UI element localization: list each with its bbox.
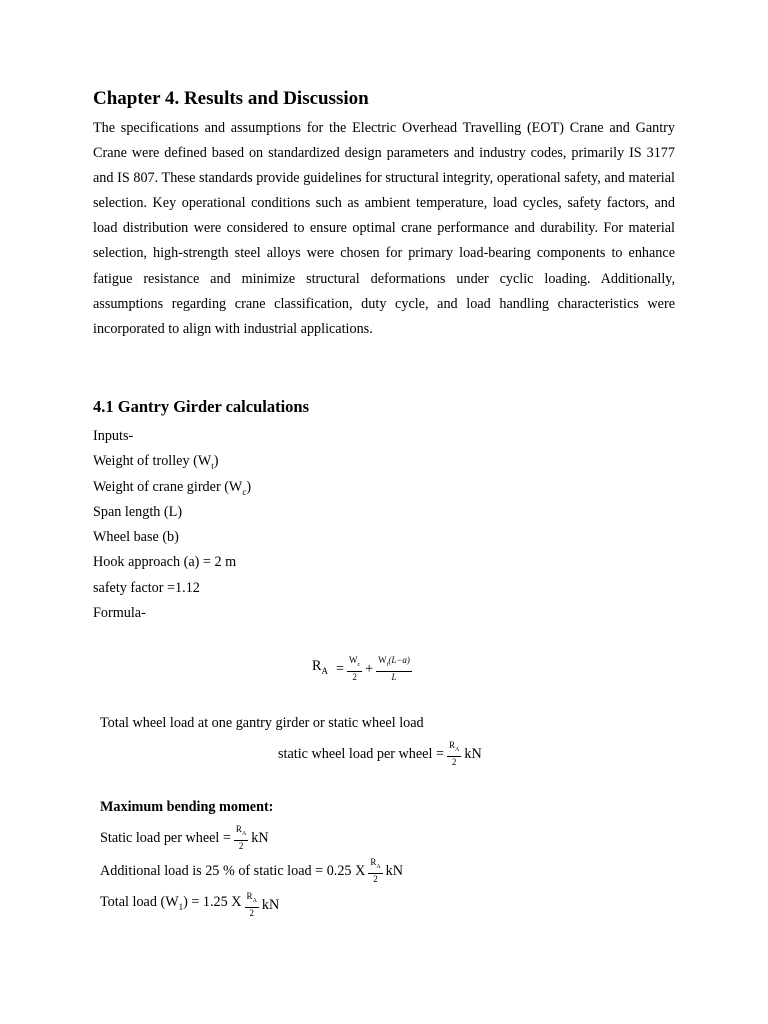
total-load-prefix: [100, 892, 242, 917]
term1-num-sub: c: [357, 661, 361, 668]
section-title: 4.1 Gantry Girder calculations: [93, 397, 310, 416]
input-wheel-base: Wheel base (b): [93, 529, 179, 545]
static-load-per-wheel: [100, 824, 269, 852]
static-per-wheel-fraction: [447, 740, 461, 768]
intro-paragraph: The specifications and assumptions for the Electric Overhead Travelling (EOT) Crane and Gantry Crane were defined based on standardized design parameters and industry codes, primarily IS 3177 and IS 807. These standards provide guidelines for structural integrity, operational safety, and material selection. Key operational conditions such as ambient temperature, load cycles, safety factors, and load distribution were considered to ensure optimal crane performance and durability. For material selection, high-strength steel alloys were chosen for primary load-bearing components to enhance fatigue resistance and minimize structural deformations under cyclic loading. Additionally, assumptions regarding crane classification, duty cycle, and load handling characteristics were incorporated to align with industrial applications.: [93, 120, 675, 337]
fraction-denominator: 2: [249, 907, 254, 918]
static-per-wheel-unit: kN: [464, 745, 482, 762]
input-trolley-weight: [93, 451, 218, 476]
input-crane-girder-text: Weight of crane girder (W: [93, 479, 243, 495]
term1-denominator: 2: [352, 671, 357, 682]
additional-load-prefix: Additional load is 25 % of static load = 0.25 X: [100, 862, 366, 879]
additional-load-fraction: [368, 857, 382, 885]
static-wheel-load-per-wheel: [278, 740, 482, 768]
bending-moment-heading: Maximum bending moment:: [100, 799, 274, 815]
fraction-numerator: [234, 824, 248, 841]
input-crane-girder-close: ): [246, 479, 252, 495]
formula-term-2: [376, 655, 412, 683]
static-per-wheel-prefix: static wheel load per wheel =: [278, 745, 444, 762]
static-load-fraction: [234, 824, 248, 852]
term2-num-symbol: W: [378, 655, 387, 665]
formula-equals: =: [335, 660, 344, 677]
term1-numerator: [347, 655, 362, 672]
fraction-num-symbol: R: [370, 857, 377, 867]
formula-plus: +: [365, 660, 374, 677]
fraction-num-symbol: R: [235, 824, 242, 834]
fraction-denominator: 2: [451, 756, 457, 767]
fraction-denominator: 2: [373, 873, 378, 884]
formula-lhs: [312, 656, 328, 681]
formula-heading: Formula-: [93, 605, 146, 621]
total-load-prefix-a: Total load (W: [100, 894, 179, 911]
total-load: [100, 891, 279, 919]
term2-num-rest: (L−a): [388, 655, 410, 665]
static-load-prefix: Static load per wheel =: [100, 829, 231, 846]
fraction-num-sub: A: [376, 863, 381, 870]
formula-lhs-symbol: R: [312, 658, 322, 675]
input-crane-girder-weight: [93, 477, 251, 502]
input-crane-girder-sub: c: [242, 486, 247, 497]
static-load-unit: kN: [251, 829, 269, 846]
inputs-heading: Inputs-: [93, 428, 134, 444]
formula-term-1: [347, 655, 362, 683]
fraction-num-sub: A: [241, 830, 247, 837]
fraction-num-sub: A: [455, 746, 460, 753]
fraction-numerator: [368, 857, 382, 874]
fraction-num-symbol: R: [246, 891, 253, 901]
total-load-fraction: [245, 891, 259, 919]
term2-denominator: L: [391, 671, 397, 682]
additional-load: [100, 857, 403, 885]
fraction-numerator: [245, 891, 259, 908]
total-load-unit: kN: [261, 896, 280, 913]
input-trolley-close: ): [213, 453, 219, 469]
input-hook-approach: Hook approach (a) = 2 m: [93, 554, 237, 570]
input-safety-factor: safety factor =1.12: [93, 580, 200, 596]
input-trolley-sub: t: [211, 460, 214, 471]
formula-lhs-sub: A: [321, 666, 328, 677]
fraction-num-sub: A: [252, 897, 257, 904]
total-load-sub: 1: [178, 902, 184, 913]
static-wheel-load-text: Total wheel load at one gantry girder or static wheel load: [100, 715, 424, 731]
total-load-prefix-b: ) = 1.25 X: [183, 894, 242, 911]
term2-num-sub: t: [386, 661, 389, 668]
term2-numerator: [376, 655, 412, 672]
fraction-numerator: [447, 740, 461, 757]
input-trolley-text: Weight of trolley (W: [93, 453, 212, 469]
reaction-formula: [312, 655, 415, 683]
additional-load-unit: kN: [385, 862, 404, 879]
term1-num-symbol: W: [348, 655, 358, 665]
chapter-title: Chapter 4. Results and Discussion: [93, 88, 369, 109]
fraction-num-symbol: R: [448, 740, 455, 750]
input-span-length: Span length (L): [93, 504, 183, 520]
fraction-denominator: 2: [238, 840, 244, 851]
